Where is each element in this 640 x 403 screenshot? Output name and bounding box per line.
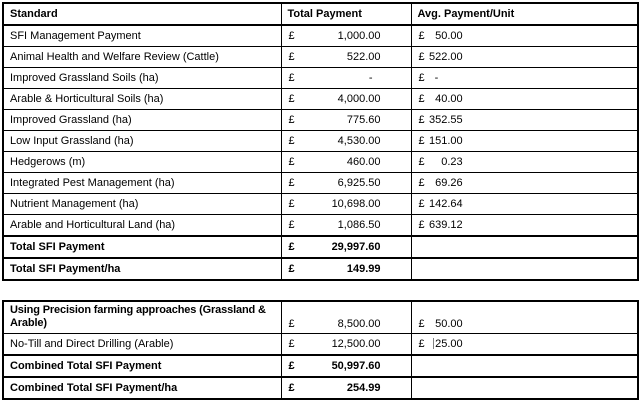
amount: 4,530.00 [337,135,381,147]
amount: 4,000.00 [337,93,381,105]
table-row [3,215,638,237]
amount: 10,698.00 [331,198,381,210]
cell-standard[interactable]: Improved Grassland Soils (ha) [3,68,281,89]
header-standard[interactable]: Standard [3,3,281,25]
cell-total-payment[interactable] [281,377,411,399]
precision-farming-table [2,300,639,400]
cell-total-payment[interactable] [281,194,411,215]
amount: 352.55 [428,114,463,126]
cell-avg-payment-unit[interactable] [411,215,638,237]
cell-standard[interactable]: Nutrient Management (ha) [3,194,281,215]
amount: 50.00 [435,318,463,330]
cell-avg-payment-unit[interactable] [411,236,638,258]
currency-symbol: £ [288,135,295,147]
cell-standard[interactable]: Improved Grassland (ha) [3,110,281,131]
total-row [3,258,638,280]
amount: 522.00 [346,51,381,63]
cell-standard[interactable]: Using Precision farming approaches (Grassland & Arable) [3,301,281,334]
cell-total-payment[interactable] [281,301,411,334]
cell-total-payment[interactable] [281,110,411,131]
cell-avg-payment-unit[interactable] [411,152,638,173]
currency-symbol: £ [288,156,295,168]
amount: 775.60 [346,114,381,126]
currency-symbol: £ [288,382,295,394]
cell-standard[interactable]: Animal Health and Welfare Review (Cattle) [3,47,281,68]
currency-symbol: £ [288,360,295,372]
amount: 149.99 [346,263,381,275]
amount: - [434,72,439,84]
amount: 522.00 [428,51,463,63]
currency-symbol: £ [418,338,425,350]
cell-avg-payment-unit[interactable] [411,68,638,89]
currency-symbol: £ [418,135,425,147]
cell-total-payment[interactable] [281,89,411,110]
currency-symbol: £ [418,156,425,168]
currency-symbol: £ [288,51,295,63]
cell-total-payment[interactable] [281,236,411,258]
cell-avg-payment-unit[interactable] [411,258,638,280]
cell-total-payment[interactable] [281,47,411,68]
cell-standard[interactable]: Total SFI Payment [3,236,281,258]
cell-standard[interactable]: Total SFI Payment/ha [3,258,281,280]
table-row [3,131,638,152]
amount: 1,000.00 [337,30,381,42]
amount: 40.00 [435,93,463,105]
amount: 25.00 [435,338,463,350]
table-row [3,334,638,356]
table-row [3,25,638,47]
cell-total-payment[interactable] [281,68,411,89]
amount: 151.00 [428,135,463,147]
text-cursor [433,338,434,349]
currency-symbol: £ [288,198,295,210]
cell-standard[interactable]: Combined Total SFI Payment/ha [3,377,281,399]
header-row [3,3,638,25]
currency-symbol: £ [418,51,425,63]
cell-avg-payment-unit[interactable] [411,377,638,399]
cell-total-payment[interactable] [281,131,411,152]
currency-symbol: £ [418,72,425,84]
amount: 1,086.50 [337,219,381,231]
currency-symbol: £ [418,219,425,231]
cell-avg-payment-unit[interactable] [411,173,638,194]
amount: 50.00 [435,30,463,42]
table-row [3,89,638,110]
cell-standard[interactable]: Hedgerows (m) [3,152,281,173]
currency-symbol: £ [288,241,295,253]
amount: 639.12 [428,219,463,231]
cell-total-payment[interactable] [281,25,411,47]
table-row [3,68,638,89]
cell-total-payment[interactable] [281,355,411,377]
cell-avg-payment-unit[interactable] [411,355,638,377]
currency-symbol: £ [288,72,295,84]
amount: 6,925.50 [337,177,381,189]
amount: 254.99 [346,382,381,394]
table-row [3,110,638,131]
currency-symbol: £ [288,219,295,231]
amount: 8,500.00 [337,318,381,330]
currency-symbol: £ [418,93,425,105]
cell-standard[interactable]: SFI Management Payment [3,25,281,47]
sfi-payments-table [2,2,639,281]
cell-avg-payment-unit[interactable] [411,25,638,47]
table-row [3,173,638,194]
cell-standard[interactable]: Combined Total SFI Payment [3,355,281,377]
total-row [3,355,638,377]
cell-total-payment[interactable] [281,258,411,280]
amount: 142.64 [428,198,463,210]
header-total-payment[interactable]: Total Payment [281,3,411,25]
cell-avg-payment-unit[interactable] [411,301,638,334]
currency-symbol: £ [288,93,295,105]
amount: 12,500.00 [331,338,381,350]
cell-avg-payment-unit[interactable] [411,131,638,152]
currency-symbol: £ [288,177,295,189]
currency-symbol: £ [418,114,425,126]
amount: 50,997.60 [331,360,381,372]
cell-avg-payment-unit[interactable] [411,47,638,68]
cell-total-payment[interactable] [281,215,411,237]
amount: 0.23 [441,156,463,168]
amount: 29,997.60 [331,241,381,253]
cell-avg-payment-unit[interactable] [411,334,638,356]
cell-avg-payment-unit[interactable] [411,194,638,215]
table-row [3,152,638,173]
total-row [3,236,638,258]
table-row [3,47,638,68]
currency-symbol: £ [288,338,295,350]
currency-symbol: £ [288,263,295,275]
table-row [3,301,638,334]
currency-symbol: £ [418,30,425,42]
currency-symbol: £ [288,30,295,42]
currency-symbol: £ [418,318,425,330]
cell-total-payment[interactable] [281,334,411,356]
cell-standard[interactable]: Arable and Horticultural Land (ha) [3,215,281,237]
cell-avg-payment-unit[interactable] [411,89,638,110]
currency-symbol: £ [418,198,425,210]
amount: 69.26 [435,177,463,189]
amount: 460.00 [346,156,381,168]
currency-symbol: £ [288,114,295,126]
cell-standard[interactable]: Integrated Pest Management (ha) [3,173,281,194]
currency-symbol: £ [288,318,295,330]
amount: - [368,72,373,84]
table-row [3,194,638,215]
header-avg-payment-unit[interactable]: Avg. Payment/Unit [411,3,638,25]
cell-total-payment[interactable] [281,173,411,194]
total-row [3,377,638,399]
cell-standard[interactable]: Arable & Horticultural Soils (ha) [3,89,281,110]
cell-standard[interactable]: Low Input Grassland (ha) [3,131,281,152]
cell-total-payment[interactable] [281,152,411,173]
cell-avg-payment-unit[interactable] [411,110,638,131]
currency-symbol: £ [418,177,425,189]
cell-standard[interactable]: No-Till and Direct Drilling (Arable) [3,334,281,356]
